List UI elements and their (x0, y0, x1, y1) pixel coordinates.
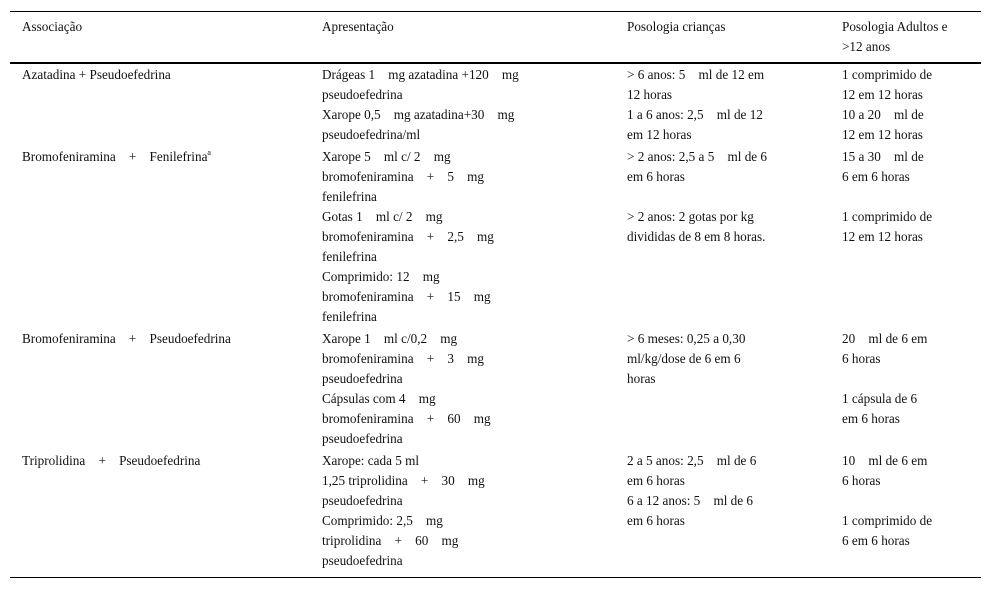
row2-associacao (22, 147, 211, 167)
table-cell-line: em 12 horas (627, 127, 692, 142)
table-cell-line: em 6 horas (842, 411, 900, 426)
table-cell-line: 1 cápsula de 6 (842, 391, 918, 406)
table-cell-line: 20 ml de 6 em (842, 331, 928, 346)
table-cell-line: bromofeniramina + 3 mg (322, 351, 484, 366)
table-cell-line: fenilefrina (322, 249, 377, 264)
row4-apresentacao (322, 451, 485, 571)
row2-posologia-adultos (842, 147, 932, 247)
row1-apresentacao (322, 65, 519, 145)
header-associacao: Associação (22, 19, 83, 34)
table-cell-line: 1 comprimido de (842, 209, 933, 224)
table-cell-line: pseudoefedrina (322, 87, 403, 102)
table-cell-line: 12 em 12 horas (842, 127, 923, 142)
table-cell-line: 15 a 30 ml de (842, 149, 924, 164)
footnote-marker: a (207, 147, 211, 157)
table-cell-line: pseudoefedrina (322, 371, 403, 386)
row3-associacao: Bromofeniramina + Pseudoefedrina (22, 331, 231, 346)
table-cell-line: 1 a 6 anos: 2,5 ml de 12 (627, 107, 763, 122)
table-cell-line (842, 491, 932, 511)
table-cell-line: 12 horas (627, 87, 673, 102)
row3-apresentacao (322, 329, 491, 449)
table-cell-line: 6 em 6 horas (842, 533, 910, 548)
table-cell-line: horas (627, 371, 656, 386)
table-cell-line: > 2 anos: 2,5 a 5 ml de 6 (627, 149, 768, 164)
table-cell-line: bromofeniramina + 5 mg (322, 169, 484, 184)
table-cell-line: Xarope 5 ml c/ 2 mg (322, 149, 451, 164)
table-cell-line: 6 horas (842, 473, 881, 488)
table-cell-line: Cápsulas com 4 mg (322, 391, 436, 406)
row4-posologia-adultos (842, 451, 932, 551)
table-cell-line: Xarope: cada 5 ml (322, 453, 420, 468)
table-bottom-rule (10, 577, 981, 578)
table-cell-line: em 6 horas (627, 513, 685, 528)
table-cell-line: divididas de 8 em 8 horas. (627, 229, 766, 244)
table-cell-line: fenilefrina (322, 309, 377, 324)
table-cell-line: bromofeniramina + 60 mg (322, 411, 491, 426)
table-cell-line: > 2 anos: 2 gotas por kg (627, 209, 754, 224)
table-cell-line: 2 a 5 anos: 2,5 ml de 6 (627, 453, 757, 468)
table-cell-line: 1,25 triprolidina + 30 mg (322, 473, 485, 488)
table-cell-line: pseudoefedrina (322, 431, 403, 446)
header-posologia-adultos-line: >12 anos (842, 39, 891, 54)
table-cell-line: 12 em 12 horas (842, 229, 923, 244)
table-cell-line: em 6 horas (627, 473, 685, 488)
table-cell-line: Gotas 1 ml c/ 2 mg (322, 209, 443, 224)
table-cell-line: fenilefrina (322, 189, 377, 204)
table-cell-line: Xarope 0,5 mg azatadina+30 mg (322, 107, 515, 122)
row1-posologia-adultos (842, 65, 932, 145)
row4-associacao: Triprolidina + Pseudoefedrina (22, 453, 201, 468)
table-cell-line: bromofeniramina + 2,5 mg (322, 229, 494, 244)
table-cell-line: em 6 horas (627, 169, 685, 184)
row3-posologia-adultos (842, 329, 927, 429)
row4-posologia-criancas (627, 451, 756, 531)
table-cell-line: triprolidina + 60 mg (322, 533, 459, 548)
header-posologia-criancas: Posologia crianças (627, 19, 726, 34)
row2-posologia-criancas (627, 147, 767, 247)
table-cell-line: > 6 anos: 5 ml de 12 em (627, 67, 765, 82)
table-cell-line: 12 em 12 horas (842, 87, 923, 102)
table-cell-line: 1 comprimido de (842, 513, 933, 528)
table-cell-line: pseudoefedrina (322, 553, 403, 568)
row3-posologia-criancas (627, 329, 745, 389)
row2-associacao-text: Bromofeniramina + Fenilefrina (22, 149, 208, 164)
header-apresentacao: Apresentação (322, 19, 394, 34)
table-cell-line: Comprimido: 2,5 mg (322, 513, 443, 528)
table-cell-line: Xarope 1 ml c/0,2 mg (322, 331, 458, 346)
header-bottom-rule (10, 62, 981, 64)
table-cell-line: 6 a 12 anos: 5 ml de 6 (627, 493, 753, 508)
table-cell-line: 6 horas (842, 351, 881, 366)
header-posologia-adultos-line: Posologia Adultos e (842, 19, 948, 34)
table-cell-line: pseudoefedrina/ml (322, 127, 421, 142)
table-cell-line: > 6 meses: 0,25 a 0,30 (627, 331, 746, 346)
table-cell-line: 10 a 20 ml de (842, 107, 924, 122)
row1-associacao: Azatadina + Pseudoefedrina (22, 67, 171, 82)
table-cell-line: bromofeniramina + 15 mg (322, 289, 491, 304)
table-cell-line (627, 187, 767, 207)
table-cell-line (842, 369, 927, 389)
table-cell-line: 1 comprimido de (842, 67, 933, 82)
header-posologia-adultos (842, 17, 948, 57)
table-top-rule (10, 11, 981, 12)
table-cell-line: 6 em 6 horas (842, 169, 910, 184)
table-cell-line (842, 187, 932, 207)
table-cell-line: ml/kg/dose de 6 em 6 (627, 351, 741, 366)
table-cell-line: pseudoefedrina (322, 493, 403, 508)
table-cell-line: Drágeas 1 mg azatadina +120 mg (322, 67, 519, 82)
row1-posologia-criancas (627, 65, 764, 145)
table-cell-line: Comprimido: 12 mg (322, 269, 440, 284)
row2-apresentacao (322, 147, 494, 327)
table-cell-line: 10 ml de 6 em (842, 453, 928, 468)
